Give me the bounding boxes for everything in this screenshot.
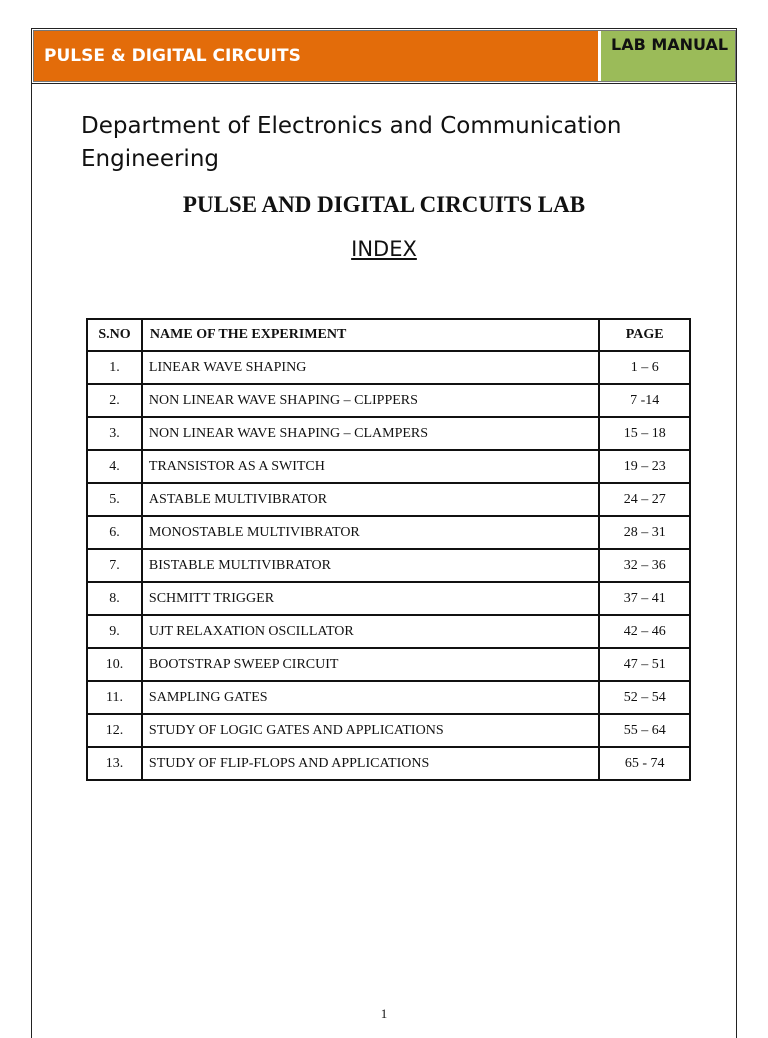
page-number: 1 bbox=[380, 1006, 388, 1021]
cell-experiment-name: UJT RELAXATION OSCILLATOR bbox=[142, 615, 599, 648]
cell-page-range: 37 – 41 bbox=[599, 582, 690, 615]
cell-sno: 10. bbox=[87, 648, 142, 681]
table-row bbox=[87, 549, 690, 582]
column-header-sno: S.NO bbox=[87, 319, 142, 351]
index-title: INDEX bbox=[351, 237, 417, 261]
cell-experiment-name: STUDY OF LOGIC GATES AND APPLICATIONS bbox=[142, 714, 599, 747]
cell-experiment-name: NON LINEAR WAVE SHAPING – CLIPPERS bbox=[142, 384, 599, 417]
cell-sno: 8. bbox=[87, 582, 142, 615]
cell-page-range: 42 – 46 bbox=[599, 615, 690, 648]
cell-sno: 12. bbox=[87, 714, 142, 747]
table-row bbox=[87, 483, 690, 516]
cell-sno: 4. bbox=[87, 450, 142, 483]
cell-experiment-name: BISTABLE MULTIVIBRATOR bbox=[142, 549, 599, 582]
cell-sno: 5. bbox=[87, 483, 142, 516]
table-row bbox=[87, 384, 690, 417]
cell-sno: 7. bbox=[87, 549, 142, 582]
cell-page-range: 1 – 6 bbox=[599, 351, 690, 384]
cell-experiment-name: LINEAR WAVE SHAPING bbox=[142, 351, 599, 384]
index-table bbox=[86, 318, 691, 781]
table-row bbox=[87, 582, 690, 615]
header-title: PULSE & DIGITAL CIRCUITS bbox=[34, 31, 601, 81]
cell-page-range: 19 – 23 bbox=[599, 450, 690, 483]
cell-page-range: 24 – 27 bbox=[599, 483, 690, 516]
table-header-row bbox=[87, 319, 690, 351]
table-row bbox=[87, 450, 690, 483]
table-row bbox=[87, 714, 690, 747]
cell-page-range: 55 – 64 bbox=[599, 714, 690, 747]
column-header-experiment: NAME OF THE EXPERIMENT bbox=[142, 319, 599, 351]
running-header bbox=[33, 30, 736, 82]
cell-page-range: 32 – 36 bbox=[599, 549, 690, 582]
header-badge: LAB MANUAL bbox=[601, 31, 735, 81]
table-row bbox=[87, 516, 690, 549]
table-row bbox=[87, 351, 690, 384]
cell-sno: 3. bbox=[87, 417, 142, 450]
cell-page-range: 7 -14 bbox=[599, 384, 690, 417]
cell-sno: 2. bbox=[87, 384, 142, 417]
cell-page-range: 52 – 54 bbox=[599, 681, 690, 714]
cell-experiment-name: MONOSTABLE MULTIVIBRATOR bbox=[142, 516, 599, 549]
cell-experiment-name: BOOTSTRAP SWEEP CIRCUIT bbox=[142, 648, 599, 681]
cell-experiment-name: TRANSISTOR AS A SWITCH bbox=[142, 450, 599, 483]
cell-sno: 11. bbox=[87, 681, 142, 714]
cell-sno: 6. bbox=[87, 516, 142, 549]
table-row bbox=[87, 681, 690, 714]
column-header-page: PAGE bbox=[599, 319, 690, 351]
cell-sno: 1. bbox=[87, 351, 142, 384]
table-row bbox=[87, 648, 690, 681]
index-rows bbox=[87, 351, 690, 780]
cell-page-range: 47 – 51 bbox=[599, 648, 690, 681]
cell-page-range: 28 – 31 bbox=[599, 516, 690, 549]
table-row bbox=[87, 417, 690, 450]
table-row bbox=[87, 747, 690, 780]
cell-experiment-name: SCHMITT TRIGGER bbox=[142, 582, 599, 615]
lab-title: PULSE AND DIGITAL CIRCUITS LAB bbox=[182, 192, 586, 217]
cell-sno: 13. bbox=[87, 747, 142, 780]
cell-page-range: 65 - 74 bbox=[599, 747, 690, 780]
table-row bbox=[87, 615, 690, 648]
cell-experiment-name: ASTABLE MULTIVIBRATOR bbox=[142, 483, 599, 516]
cell-page-range: 15 – 18 bbox=[599, 417, 690, 450]
cell-experiment-name: SAMPLING GATES bbox=[142, 681, 599, 714]
cell-sno: 9. bbox=[87, 615, 142, 648]
header-divider bbox=[31, 83, 737, 84]
cell-experiment-name: NON LINEAR WAVE SHAPING – CLAMPERS bbox=[142, 417, 599, 450]
cell-experiment-name: STUDY OF FLIP-FLOPS AND APPLICATIONS bbox=[142, 747, 599, 780]
department-title: Department of Electronics and Communication Engineering bbox=[81, 113, 622, 172]
